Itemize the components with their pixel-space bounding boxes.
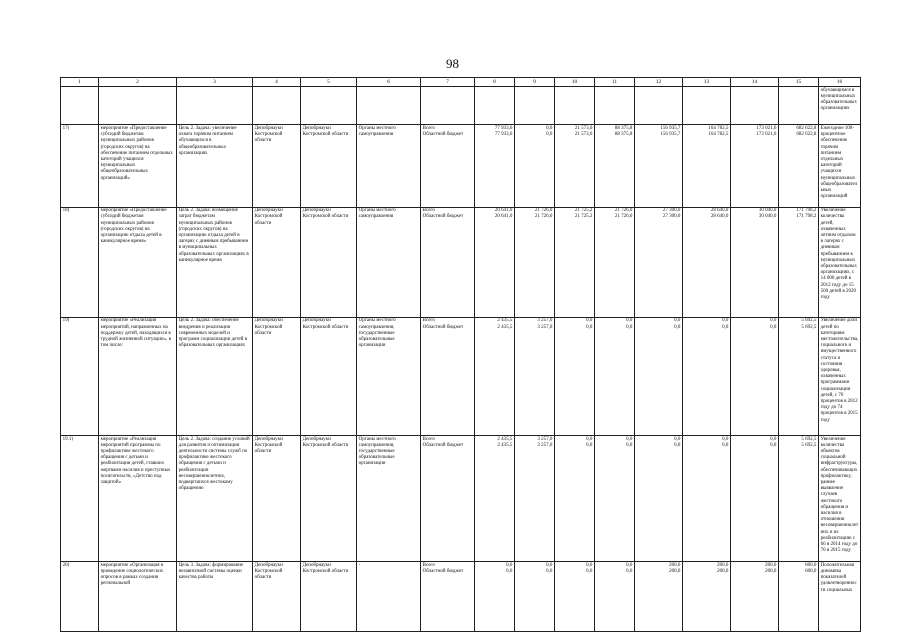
value-cell: 0,0 0,0 <box>683 317 731 435</box>
participant-cell: Органы местного самоуправления <box>357 125 421 207</box>
table-cell <box>301 87 357 125</box>
value-cell: 21 726,0 21 726,0 <box>515 207 555 317</box>
value-cell: 0,0 0,0 <box>515 562 555 632</box>
event-cell: мероприятие «Реализация мероприятий, направленных на поддержку детей, находящихся в трудной жизненной ситуации», в том числе: <box>99 317 177 435</box>
value-cell: 20 641,0 20 641,0 <box>475 207 515 317</box>
value-cell: 0,0 0,0 <box>731 317 779 435</box>
result-cell: обучающимся в муниципальных образовательных организациях <box>819 87 861 125</box>
value-cell: 0,0 0,0 <box>555 562 595 632</box>
source-cell: Всего Областной бюджет <box>421 207 475 317</box>
column-header: 2 <box>99 78 177 87</box>
table-row <box>61 317 861 435</box>
column-number-row <box>61 78 861 87</box>
table-row <box>61 207 861 317</box>
value-cell: 173 021,6 173 021,6 <box>731 125 779 207</box>
table-cell <box>421 87 475 125</box>
column-header: 5 <box>301 78 357 87</box>
value-cell: 164 782,5 164 782,5 <box>683 125 731 207</box>
executor-cell: Депобрнауки Костромской области <box>301 207 357 317</box>
table-row <box>61 435 861 561</box>
coordinator-cell: Депобрнауки Костромской области <box>253 317 301 435</box>
column-header: 6 <box>357 78 421 87</box>
table-row-continuation <box>61 87 861 125</box>
table-cell <box>177 87 253 125</box>
table-cell <box>779 87 819 125</box>
row-number: 19) <box>61 317 99 435</box>
goal-cell: Цель 2. Задача: создание условий для развития и оптимизации деятельности системы служб по профилактике жестокого обращения с детьми и реабилитации несовершеннолетних, подвергшихся жестокому обращению <box>177 435 253 561</box>
table-cell <box>253 87 301 125</box>
value-cell: 28 640,0 28 640,0 <box>683 207 731 317</box>
value-cell: 0,0 0,0 <box>555 435 595 561</box>
column-header: 9 <box>515 78 555 87</box>
result-cell: Ежегодное 100-процентное обеспечение горячим питанием отдельных категорий учащихся муниципальных общеобразовательных организаций <box>819 125 861 207</box>
value-cell: 30 040,0 30 040,0 <box>731 207 779 317</box>
column-header: 1 <box>61 78 99 87</box>
value-cell: 0,0 0,0 <box>635 317 683 435</box>
result-cell: Положительная динамика показателей удовлетворенности социальных <box>819 562 861 632</box>
table-cell <box>515 87 555 125</box>
value-cell: 682 622,8 682 622,8 <box>779 125 819 207</box>
source-cell: Всего Областной бюджет <box>421 562 475 632</box>
value-cell: 600,0 600,0 <box>779 562 819 632</box>
value-cell: 27 300,0 27 300,0 <box>635 207 683 317</box>
value-cell: 21 573,6 21 573,6 <box>555 125 595 207</box>
value-cell: 200,0 200,0 <box>683 562 731 632</box>
value-cell: 0,0 0,0 <box>731 435 779 561</box>
value-cell: 88 375,8 88 375,8 <box>595 125 635 207</box>
value-cell: 0,0 0,0 <box>475 562 515 632</box>
table-row <box>61 562 861 632</box>
participant-cell: Органы местного самоуправления, государственные образовательные организации <box>357 435 421 561</box>
table-cell <box>555 87 595 125</box>
row-number: 17) <box>61 125 99 207</box>
value-cell: 0,0 0,0 <box>635 435 683 561</box>
value-cell: 156 935,7 156 935,7 <box>635 125 683 207</box>
source-cell: Всего Областной бюджет <box>421 435 475 561</box>
source-cell: Всего Областной бюджет <box>421 125 475 207</box>
participant-cell: Органы местного самоуправления <box>357 207 421 317</box>
value-cell: 0,0 0,0 <box>595 435 635 561</box>
value-cell: 2 435,5 2 435,5 <box>475 435 515 561</box>
value-cell: 200,0 200,0 <box>731 562 779 632</box>
coordinator-cell: Депобрнауки Костромской области <box>253 207 301 317</box>
page-number: 98 <box>446 56 459 71</box>
goal-cell: Цель 2. Задача: обеспечение внедрения и реализации современных моделей и программ социализации детей в образовательных организациях <box>177 317 253 435</box>
column-header: 15 <box>779 78 819 87</box>
executor-cell: Депобрнауки Костромской области <box>301 435 357 561</box>
column-header: 11 <box>595 78 635 87</box>
column-header: 10 <box>555 78 595 87</box>
event-cell: мероприятие «Организация и проведение социологических опросов в рамках создания региональной <box>99 562 177 632</box>
table-row <box>61 125 861 207</box>
source-cell: Всего Областной бюджет <box>421 317 475 435</box>
value-cell: 5 692,5 5 692,5 <box>779 435 819 561</box>
column-header: 14 <box>731 78 779 87</box>
table-cell <box>357 87 421 125</box>
value-cell: 3 257,0 3 257,0 <box>515 317 555 435</box>
value-cell: 0,0 0,0 <box>515 125 555 207</box>
value-cell: 0,0 0,0 <box>683 435 731 561</box>
column-header: 4 <box>253 78 301 87</box>
value-cell: 0,0 0,0 <box>595 317 635 435</box>
event-cell: мероприятие «Реализация мероприятий программы по профилактике жестокого обращения с детьми и реабилитации детей, ставших жертвами насилия и преступных посягательств, «Детство под защитой» <box>99 435 177 561</box>
value-cell: 200,0 200,0 <box>635 562 683 632</box>
program-table <box>60 77 861 632</box>
value-cell: 3 257,0 3 257,0 <box>515 435 555 561</box>
participant-cell: - <box>357 562 421 632</box>
table-cell <box>683 87 731 125</box>
column-header: 16 <box>819 78 861 87</box>
table-cell <box>99 87 177 125</box>
column-header: 13 <box>683 78 731 87</box>
value-cell: 5 692,5 5 692,5 <box>779 317 819 435</box>
table-cell <box>475 87 515 125</box>
result-cell: Увеличение доли детей по категориям местожительства, социального и имущественного статуса и состояния здоровья, охваченных программами социализации детей, с 70 процентов в 2012 году до 74 процентов в 2015 году <box>819 317 861 435</box>
goal-cell: Цель 2. Задача: возмещение затрат бюджетам муниципальных районов (городских округов) на организацию отдыха детей в лагерях с дневным пребыванием в муниципальных образовательных организациях в каникулярное время <box>177 207 253 317</box>
participant-cell: Органы местного самоуправления, государственные образовательные организации <box>357 317 421 435</box>
result-cell: Увеличение количества объектов социальной инфраструктуры, обеспечивающих профилактику, раннее выявление случаев жестокого обращения и насилия в отношении несовершеннолетних и их реабилитацию с 66 в 2014 году до 76 в 2015 году <box>819 435 861 561</box>
coordinator-cell: Депобрнауки Костромской области <box>253 435 301 561</box>
executor-cell: Депобрнауки Костромской области <box>301 125 357 207</box>
value-cell: 2 435,5 2 435,5 <box>475 317 515 435</box>
column-header: 12 <box>635 78 683 87</box>
goal-cell: Цель 2. Задача: увеличение охвата горячим питанием обучающихся в общеобразовательных организациях <box>177 125 253 207</box>
row-number: 18) <box>61 207 99 317</box>
value-cell: 77 933,6 77 933,6 <box>475 125 515 207</box>
row-number: 19.1) <box>61 435 99 561</box>
value-cell: 171 798,2 171 798,2 <box>779 207 819 317</box>
table-cell <box>731 87 779 125</box>
result-cell: Увеличение количества детей, охваченных летним отдыхом в лагерях с дневным пребыванием в муниципальных образовательных организациях, с 14 000 детей в 2012 году до 15 500 детей в 2020 году <box>819 207 861 317</box>
executor-cell: Депобрнауки Костромской области <box>301 317 357 435</box>
column-header: 8 <box>475 78 515 87</box>
table-cell <box>595 87 635 125</box>
column-header: 7 <box>421 78 475 87</box>
table-cell <box>61 87 99 125</box>
event-cell: мероприятие «Предоставление субсидий бюджетам муниципальных районов (городских округов) на организацию отдыха детей в каникулярное время» <box>99 207 177 317</box>
value-cell: 0,0 0,0 <box>555 317 595 435</box>
goal-cell: Цель 3. Задача: формирование независимой системы оценки качества работы <box>177 562 253 632</box>
column-header: 3 <box>177 78 253 87</box>
value-cell: 0,0 0,0 <box>595 562 635 632</box>
coordinator-cell: Депобрнауки Костромской области <box>253 562 301 632</box>
event-cell: мероприятие «Предоставление субсидий бюджетам муниципальных районов (городских округов) на обеспечение питанием отдельных категорий учащихся муниципальных общеобразовательных организаций» <box>99 125 177 207</box>
coordinator-cell: Депобрнауки Костромской области <box>253 125 301 207</box>
value-cell: 21 726,0 21 726,0 <box>595 207 635 317</box>
row-number: 20) <box>61 562 99 632</box>
table-cell <box>635 87 683 125</box>
value-cell: 21 725,2 21 725,2 <box>555 207 595 317</box>
executor-cell: Депобрнауки Костромской области <box>301 562 357 632</box>
